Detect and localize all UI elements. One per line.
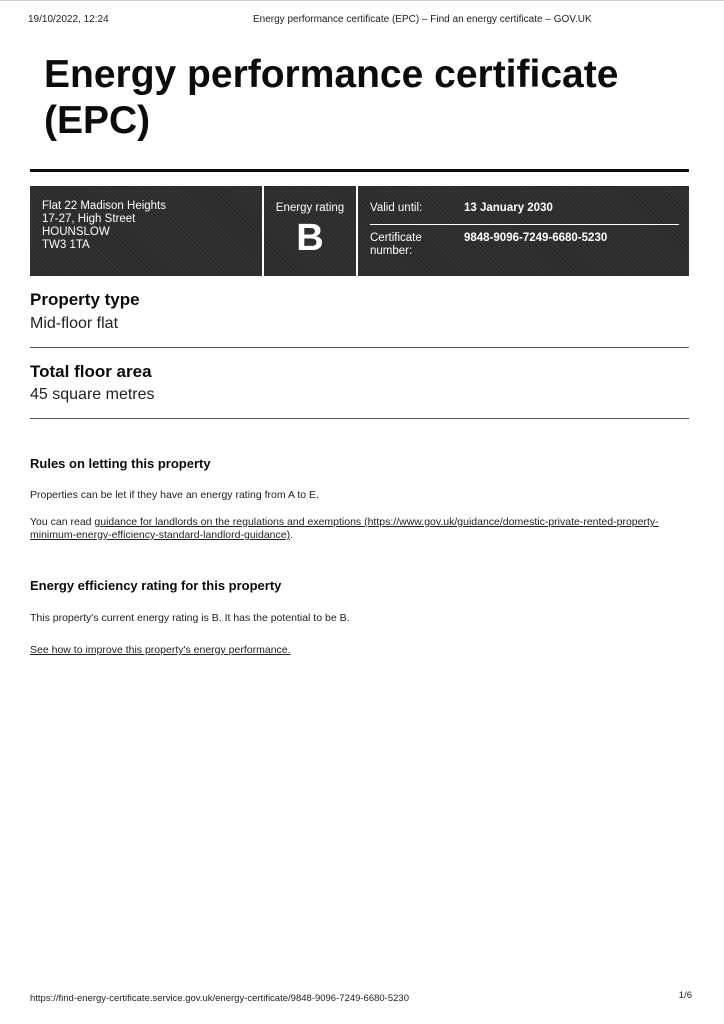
energy-rating-letter: B [296, 217, 324, 259]
floor-area-heading: Total floor area [30, 362, 152, 381]
epc-summary-panel [30, 186, 689, 276]
valid-until-row [370, 202, 679, 225]
efficiency-rating-heading: Energy efficiency rating for this property [30, 578, 282, 593]
floor-area-value: 45 square metres [30, 386, 155, 403]
energy-rating-label: Energy rating [275, 202, 345, 214]
valid-until-value: 13 January 2030 [464, 202, 553, 214]
address-line-1: Flat 22 Madison Heights [42, 200, 167, 212]
address-line-2: 17-27, High Street [42, 213, 136, 225]
footer-url: https://find-energy-certificate.service.gov.uk/energy-certificate/9848-9096-7249-6680-5230 [30, 993, 409, 1004]
property-address [30, 186, 264, 276]
top-edge-rule [0, 0, 724, 1]
property-type-heading: Property type [30, 290, 140, 309]
letting-rules-heading: Rules on letting this property [30, 456, 211, 471]
certificate-number-label: Certificate number: [370, 232, 422, 257]
page-title: Energy performance certificate (EPC) [44, 53, 619, 142]
certificate-number-value: 9848-9096-7249-6680-5230 [464, 232, 608, 244]
improve-performance-paragraph [30, 644, 670, 657]
valid-until-label: Valid until: [370, 202, 423, 214]
title-rule [30, 169, 689, 172]
landlord-guidance-link[interactable]: guidance for landlords on the regulations and exemptions (https://www.gov.uk/guidance/domestic-private-rented-property-minimum-energy-efficiency-standard-landlord-guidance) [30, 516, 659, 541]
section-divider [30, 418, 689, 419]
certificate-details [358, 186, 689, 276]
page-number: 1/6 [678, 990, 692, 1001]
address-line-3: HOUNSLOW [42, 226, 110, 238]
address-line-4: TW3 1TA [42, 239, 90, 251]
section-divider [30, 347, 689, 348]
guidance-prefix: You can read [30, 516, 95, 528]
property-type-value: Mid-floor flat [30, 315, 119, 332]
efficiency-rating-text: This property's current energy rating is B. It has the potential to be B. [30, 612, 350, 624]
print-page-title: Energy performance certificate (EPC) – Find an energy certificate – GOV.UK [253, 14, 592, 25]
improve-performance-link[interactable]: See how to improve this property's energy performance. [30, 644, 291, 656]
energy-rating-box [264, 186, 358, 276]
guidance-suffix: . [290, 529, 294, 541]
letting-guidance-paragraph [30, 516, 670, 542]
letting-rules-text: Properties can be let if they have an energy rating from A to E. [30, 489, 319, 501]
print-datetime: 19/10/2022, 12:24 [28, 14, 109, 25]
